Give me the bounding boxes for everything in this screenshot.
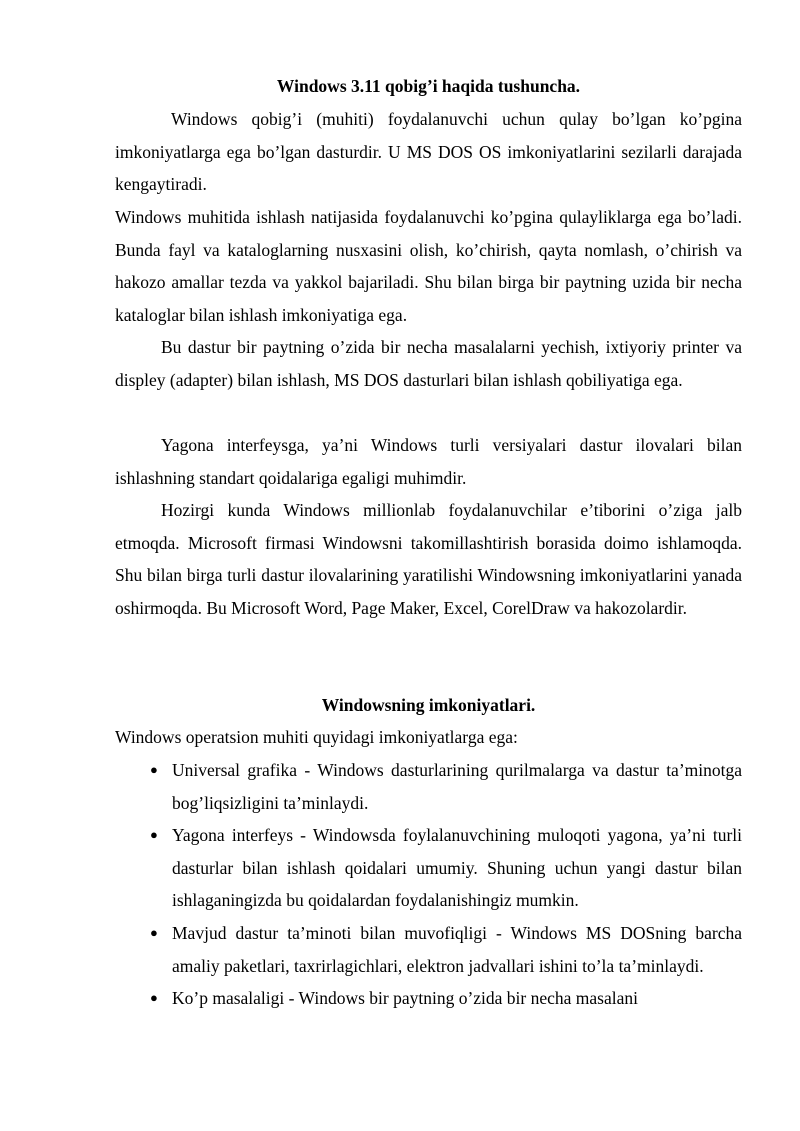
paragraph-interface: Yagona interfeysga, ya’ni Windows turli versiyalari dastur ilovalari bilan ishlashning standart qoidalariga egaligi muhimdir. [115, 435, 742, 488]
paragraph-popularity: Hozirgi kunda Windows millionlab foydalanuvchilar e’tiborini o’ziga jalb etmoqda. Microsoft firmasi Windowsni takomillashtirish borasida doimo ishlamoqda. Shu bilan birga turli dastur ilovalarining yaratilishi Windowsning imkoniyatlarini yanada oshirmoqda. Bu Microsoft Word, Page Maker, Excel, CorelDraw va hakozolardir. [115, 500, 742, 618]
list-item-text: Universal grafika - Windows dasturlarining qurilmalarga va dastur ta’minotga bog’liqsizligini ta’minlaydi. [172, 760, 742, 813]
list-item [115, 754, 742, 819]
section-heading-capabilities: Windowsning imkoniyatlari. [321, 695, 536, 715]
list-item [115, 917, 742, 982]
bullet-icon: ● [150, 990, 158, 1006]
bullet-icon: ● [150, 827, 158, 843]
paragraph-intro: Windows qobig’i (muhiti) foydalanuvchi uchun qulay bo’lgan ko’pgina imkoniyatlarga ega bo’lgan dasturdir. U MS DOS OS imkoniyatlarini sezilarli darajada kengaytiradi. [115, 109, 742, 195]
capabilities-intro: Windows operatsion muhiti quyidagi imkoniyatlarga ega: [115, 727, 518, 747]
section-heading-windows-shell: Windows 3.11 qobig’i haqida tushuncha. [276, 76, 581, 96]
list-item [115, 982, 742, 1015]
bullet-icon: ● [150, 924, 158, 940]
paragraph-multitasking: Bu dastur bir paytning o’zida bir necha masalalarni yechish, ixtiyoriy printer va displey (adapter) bilan ishlash, MS DOS dasturlari bilan ishlash qobiliyatiga ega. [115, 337, 742, 390]
list-item-text: Yagona interfeys - Windowsda foylalanuvchining muloqoti yagona, ya’ni turli dasturlar bilan ishlash qoidalari umumiy. Shuning uchun yangi dastur bilan ishlaganingizda bu qoidalardan foydalanishingiz mumkin. [172, 825, 742, 911]
paragraph-benefits: Windows muhitida ishlash natijasida foydalanuvchi ko’pgina qulayliklarga ega bo’ladi. Bunda fayl va kataloglarning nusxasini olish, ko’chirish, qayta nomlash, o’chirish va hakozo amallar tezda va yakkol bajariladi. Shu bilan birga bir paytning uzida bir necha kataloglar bilan ishlash imkoniyatiga ega. [115, 207, 742, 325]
list-item-text: Ko’p masalaligi - Windows bir paytning o’zida bir necha masalani [172, 988, 638, 1009]
list-item [115, 819, 742, 917]
bullet-icon: ● [150, 762, 158, 777]
capabilities-list [115, 754, 742, 1015]
list-item-text: Mavjud dastur ta’minoti bilan muvofiqligi - Windows MS DOSning barcha amaliy paketlari, taxrirlagichlari, elektron jadvallari ishini to’la ta’minlaydi. [172, 922, 742, 976]
